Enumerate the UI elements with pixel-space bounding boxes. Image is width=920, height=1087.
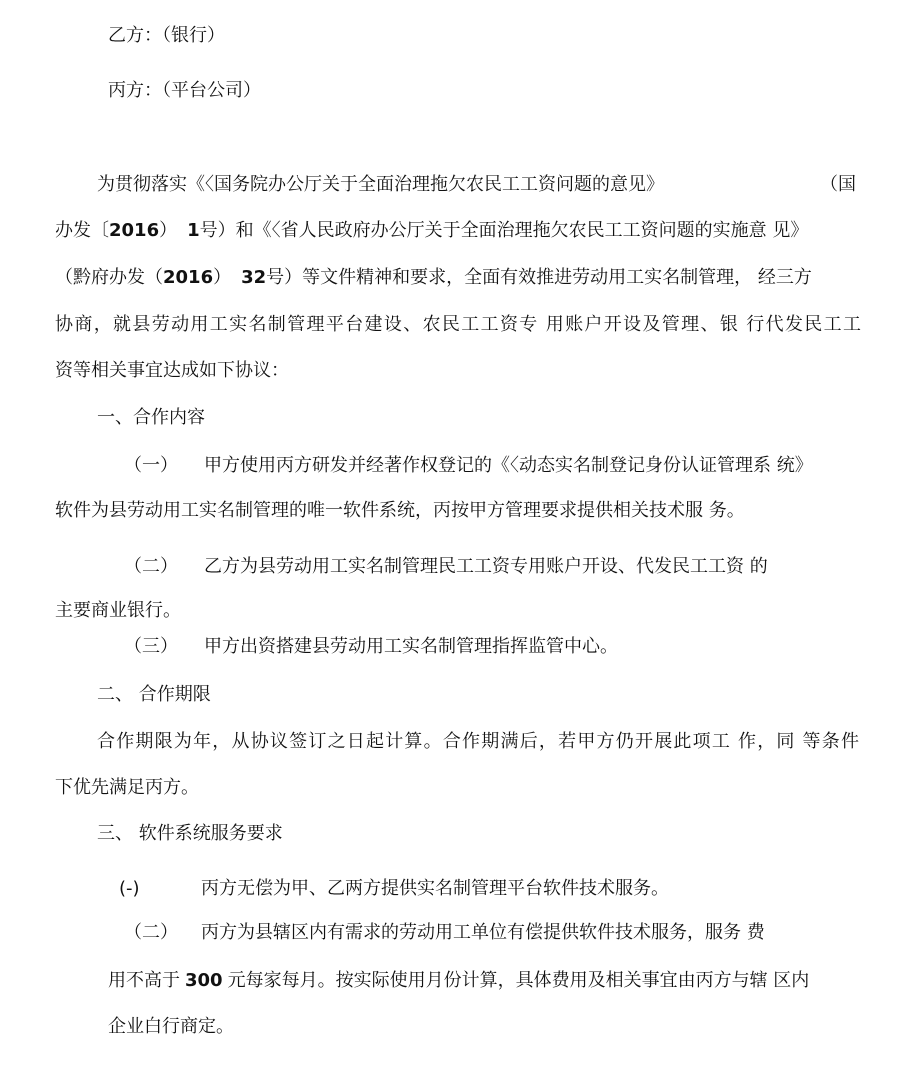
preamble-line-4: 协商，就县劳动用工实名制管理平台建设、农民工工资专 用账户开设及管理、银 行代发民工工: [55, 314, 861, 335]
sec3-item-2-text: 丙方为县辖区内有需求的劳动用工单位有偿提供软件技术服务，服务 费: [201, 922, 765, 943]
sec3-item-1-mark: (-): [119, 878, 140, 899]
sec2-paragraph-line-2: 下优先满足丙方。: [55, 777, 199, 798]
sec1-item-2-mark: （二）: [124, 556, 178, 577]
sec1-item-1-cont: 软件为县劳动用工实名制管理的唯一软件系统，丙按甲方管理要求提供相关技术服 务。: [55, 500, 745, 521]
preamble-line-1: 为贯彻落实《〈国务院办公厅关于全面治理拖欠农民工工资问题的意见》: [97, 174, 664, 195]
sec1-item-1-text: 甲方使用丙方研发并经著作权登记的《〈动态实名制登记身份认证管理系 统》: [204, 455, 813, 476]
sec1-item-3-mark: （三）: [124, 636, 178, 657]
preamble-line-3: （黔府办发（2016） 32号）等文件精神和要求，全面有效推进劳动用工实名制管理， 经三方: [55, 267, 812, 288]
party-c-line: 丙方：（平台公司）: [108, 80, 261, 101]
doc-number-b: 32: [241, 267, 267, 288]
preamble-line-5: 资等相关事宜达成如下协议：: [55, 360, 289, 381]
doc-number: 1: [187, 220, 200, 241]
section-3-heading: 三、 软件系统服务要求: [97, 823, 283, 844]
section-1-heading: 一、合作内容: [97, 407, 205, 428]
sec3-item-2-cont-1: 用不高于 300 元每家每月。按实际使用月份计算，具体费用及相关事宜由丙方与辖 区内: [108, 970, 810, 991]
sec1-item-2-cont: 主要商业银行。: [55, 600, 181, 621]
year-2016-b: 2016: [163, 267, 214, 288]
sec1-item-2-text: 乙方为县劳动用工实名制管理民工工资专用账户开设、代发民工工资 的: [204, 556, 768, 577]
section-2-heading: 二、 合作期限: [97, 684, 211, 705]
sec3-item-1-text: 丙方无偿为甲、乙两方提供实名制管理平台软件技术服务。: [201, 878, 669, 899]
party-b-line: 乙方：（银行）: [108, 25, 225, 46]
sec3-item-2-mark: （二）: [124, 922, 178, 943]
sec2-paragraph-line-1: 合作期限为年，从协议签订之日起计算。合作期满后，若甲方仍开展此项工 作，同 等条件: [97, 731, 859, 752]
preamble-line-1-tail: （国: [820, 174, 856, 195]
fee-amount: 300: [185, 970, 223, 991]
preamble-line-2: 办发〔2016） 1号）和《〈省人民政府办公厅关于全面治理拖欠农民工工资问题的实施意 见》: [55, 220, 809, 241]
sec3-item-2-cont-2: 企业白行商定。: [108, 1016, 234, 1037]
sec1-item-3-text: 甲方出资搭建县劳动用工实名制管理指挥监管中心。: [204, 636, 618, 657]
sec1-item-1-mark: （一）: [124, 455, 178, 476]
year-2016: 2016: [109, 220, 160, 241]
